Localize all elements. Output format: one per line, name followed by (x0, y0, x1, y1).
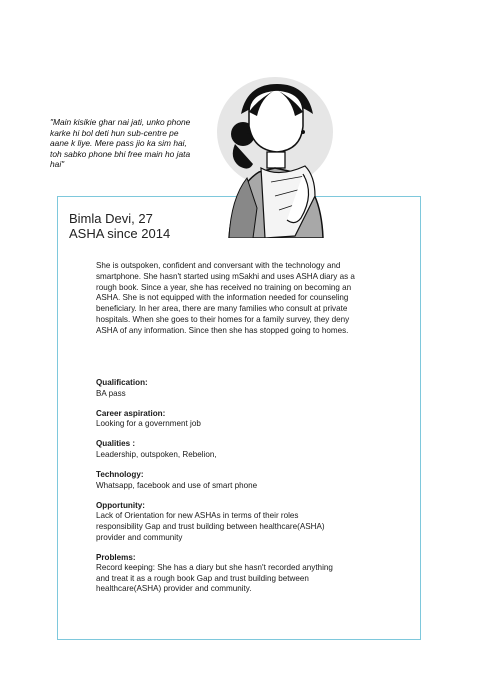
section-value: Record keeping: She has a diary but she hasn't recorded anything (96, 563, 333, 573)
section-value: Leadership, outspoken, Rebelion, (96, 449, 217, 459)
persona-role: ASHA since 2014 (69, 226, 171, 241)
bio-line: smartphone. She hasn't started using mSakhi and uses ASHA diary as a (96, 271, 355, 281)
quote-line: hai" (50, 159, 65, 170)
quote-line: "Main kisikie ghar nai jati, unko phone (50, 117, 191, 127)
section-label: Qualification: (96, 378, 148, 387)
section-label: Qualities : (96, 439, 136, 449)
persona-quote (50, 117, 230, 170)
section-value: and treat it as a rough book Gap and trust building between (96, 573, 309, 583)
quote-line: toh sabko phone bhi free main ho jata (50, 148, 191, 159)
qualification-section (96, 378, 411, 399)
section-value: responsibility Gap and trust building between healthcare(ASHA) (96, 521, 325, 531)
section-value: Looking for a government job (96, 419, 201, 429)
section-label: Technology: (96, 470, 144, 480)
section-value: healthcare(ASHA) provider and community. (96, 584, 252, 594)
bio-line: hospitals. When she goes to their homes for a family survey, they deny (96, 314, 350, 324)
section-label: Career aspiration: (96, 408, 166, 418)
bio-line: ASHA. She is not equipped with the information needed for counseling (96, 293, 349, 303)
section-value: provider and community (96, 532, 183, 542)
section-label: Problems: (96, 552, 136, 562)
persona-bio (96, 261, 411, 337)
persona-portrait (205, 70, 345, 238)
problems-section (96, 553, 411, 595)
bio-line: She is outspoken, confident and conversant with the technology and (96, 261, 341, 270)
quote-line: aane k liye. Mere pass jio ka sim hai, (50, 138, 187, 149)
section-value: BA pass (96, 388, 126, 398)
section-value: Lack of Orientation for new ASHAs in terms of their roles (96, 511, 299, 521)
career-aspiration-section (96, 409, 411, 430)
section-value: Whatsapp, facebook and use of smart phone (96, 480, 258, 490)
opportunity-section (96, 501, 411, 543)
section-label: Opportunity: (96, 500, 146, 510)
technology-section (96, 470, 411, 491)
bio-line: beneficiary. In her area, there are many families who consult at private (96, 304, 348, 314)
qualities-section (96, 439, 411, 460)
bio-line: ASHA of any information. Since then she has stopped going to homes. (96, 325, 349, 335)
quote-line: karke hi bol deti hun sub-centre pe (50, 127, 179, 138)
persona-details (96, 378, 411, 605)
persona-header (69, 211, 170, 241)
persona-name: Bimla Devi, 27 (69, 211, 153, 226)
bio-line: rough book. Since a year, she has received no training on becoming an (96, 282, 352, 292)
